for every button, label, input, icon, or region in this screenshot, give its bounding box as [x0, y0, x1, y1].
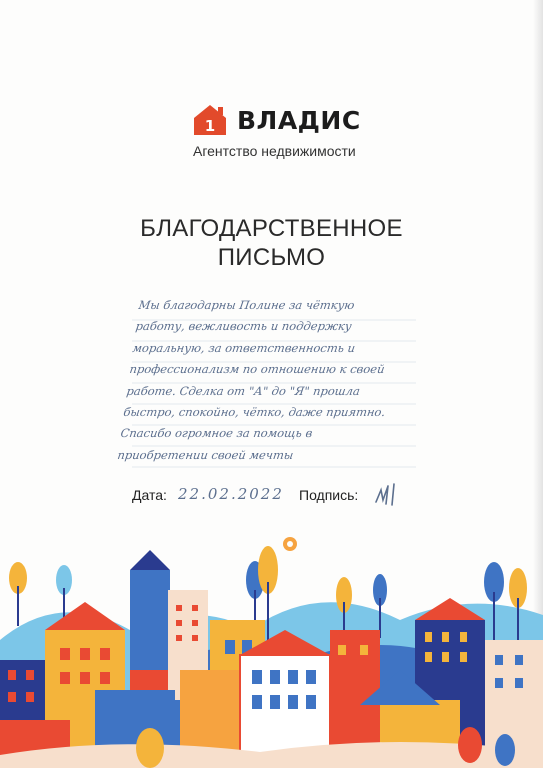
message-line: Спасибо огромное за помощь в [119, 426, 314, 441]
message-line: моральную, за ответственность и [131, 340, 357, 355]
brand-tagline: Агентство недвижимости [193, 143, 356, 159]
brand-name: ВЛАДИС [237, 105, 361, 135]
message-line: быстро, спокойно, чётко, даже приятно. [122, 405, 387, 420]
signature-mark [372, 478, 412, 508]
city-illustration [0, 520, 543, 768]
title-line-2: ПИСЬМО [217, 244, 326, 271]
date-label: Дата: [132, 487, 167, 503]
message-line: Мы благодарны Полине за чёткую [137, 298, 356, 312]
letter-title [0, 214, 543, 272]
signature-label: Подпись: [299, 487, 359, 503]
message-line: профессионализм по отношению к своей [128, 362, 386, 377]
date-value: 22.02.2022 [178, 485, 284, 503]
title-line-1: БЛАГОДАРСТВЕННОЕ [140, 215, 403, 242]
message-line: работу, вежливость и поддержку [134, 319, 353, 334]
message-line: работе. Сделка от "А" до "Я" прошла [125, 383, 361, 398]
brand-logo [193, 104, 361, 136]
svg-text:1: 1 [204, 117, 216, 135]
house-logo-icon [193, 104, 227, 136]
message-line: приобретении своей мечты [116, 447, 295, 462]
handwritten-message [116, 295, 450, 466]
